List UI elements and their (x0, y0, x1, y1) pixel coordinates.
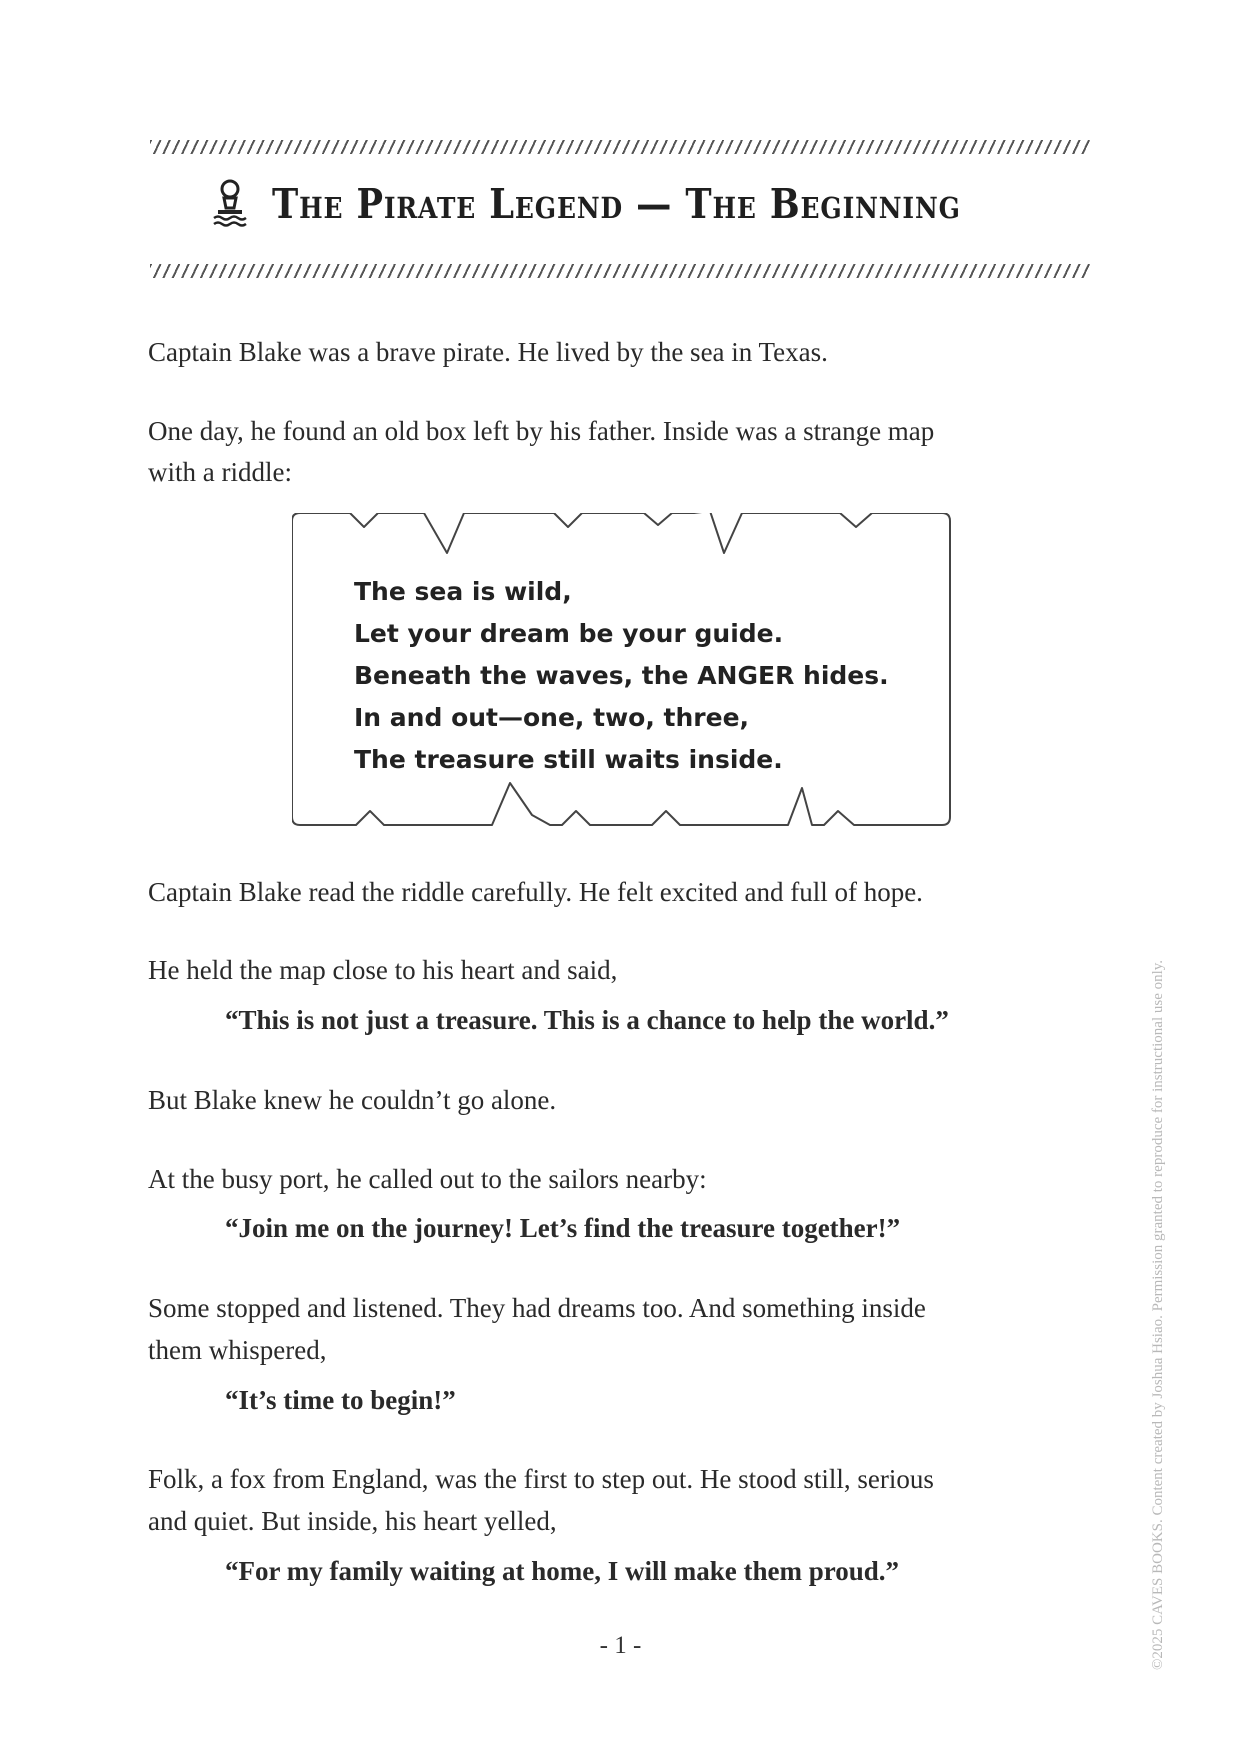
quote-2: “Join me on the journey! Let’s find the treasure together!” (225, 1213, 901, 1243)
paragraph-1: Captain Blake was a brave pirate. He lived by the sea in Texas. (148, 337, 828, 367)
paragraph-7-line-1: Some stopped and listened. They had dreams too. And something inside (148, 1293, 926, 1323)
page-title: The Pirate Legend — The Beginning (271, 180, 961, 228)
page-number: - 1 - (599, 1632, 642, 1659)
paragraph-7-line-2: them whispered, (148, 1335, 327, 1365)
riddle-line: The treasure still waits inside. (354, 745, 783, 774)
quote-4: “For my family waiting at home, I will make them proud.” (225, 1556, 899, 1586)
paragraph-8-line-2: and quiet. But inside, his heart yelled, (148, 1506, 557, 1536)
paragraph-3: Captain Blake read the riddle carefully. He felt excited and full of hope. (148, 877, 923, 907)
paragraph-5: But Blake knew he couldn’t go alone. (148, 1085, 557, 1115)
paragraph-2-line-2: with a riddle: (148, 457, 292, 487)
paragraph-4: He held the map close to his heart and said, (148, 955, 618, 985)
riddle-text (354, 571, 934, 781)
lighthouse-icon (210, 178, 250, 230)
paragraph-2-line-1: One day, he found an old box left by his father. Inside was a strange map (148, 416, 935, 446)
riddle-line: In and out—one, two, three, (354, 703, 750, 732)
quote-1: “This is not just a treasure. This is a chance to help the world.” (225, 1005, 949, 1035)
riddle-scroll (292, 513, 952, 833)
riddle-line: Let your dream be your guide. (354, 619, 784, 648)
riddle-line: The sea is wild, (354, 577, 572, 606)
bottom-decorative-rule (150, 264, 1090, 278)
riddle-line: Beneath the waves, the ANGER hides. (354, 661, 889, 690)
paragraph-8-line-1: Folk, a fox from England, was the first to step out. He stood still, serious (148, 1464, 934, 1494)
quote-3: “It’s time to begin!” (225, 1385, 456, 1415)
page-header (0, 178, 1241, 230)
paragraph-6: At the busy port, he called out to the sailors nearby: (148, 1164, 707, 1194)
top-decorative-rule (150, 140, 1090, 154)
copyright-notice: ©2025 CAVES BOOKS. Content created by Joshua Hsiao. Permission granted to reproduce for instructional use only. (1150, 959, 1166, 1670)
